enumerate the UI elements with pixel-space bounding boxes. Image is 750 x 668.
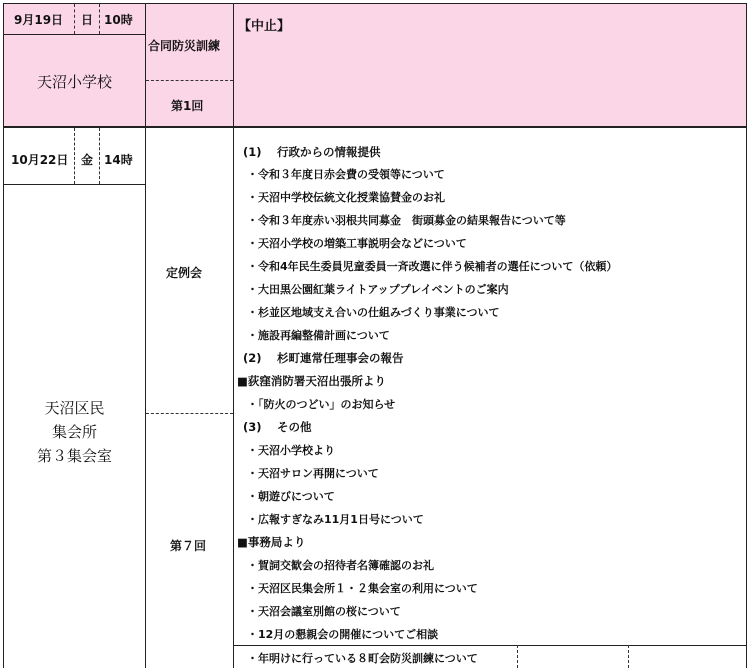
row1-date-bottom [3,34,146,35]
agenda-item: ・天沼小学校より [247,444,335,457]
row1-day: 日 [81,13,94,27]
col-divider-2 [233,3,234,668]
row1-time: 10時 [104,13,133,27]
agenda-item: ・令和３年度日赤会費の受領等について [247,168,445,181]
row1-date: 9月19日 [14,13,64,27]
agenda-heading: (2) 杉町連常任理事会の報告 [243,351,404,365]
row1-date-sep-1 [74,4,75,34]
bottom-cell-top [233,645,747,646]
agenda-item: ・天沼会議室別館の桜について [247,605,401,618]
agenda-item: ・令和３年度赤い羽根共同募金 街頭募金の結果報告について等 [247,214,566,227]
row2-date: 10月22日 [11,153,69,167]
agenda-item: ・令和4年民生委員児童委員一斉改選に伴う候補者の選任について（依頼） [247,260,618,273]
agenda-heading: (1) 行政からの情報提供 [243,145,381,159]
border-left [3,3,4,668]
agenda-item: ・杉並区地域支え合いの仕組みづくり事業について [247,306,500,319]
agenda-section: ■事務局より [237,535,306,549]
row2-date-sep-1 [74,128,75,184]
row2-session: 第７回 [170,539,207,553]
agenda-item: ・天沼中学校伝統文化授業協賛金のお礼 [247,191,445,204]
row2-meeting: 定例会 [166,266,203,280]
row2-venue-line: 第３集会室 [36,447,112,465]
agenda-item: ・朝遊びについて [247,490,335,503]
agenda-item: ・12月の懇親会の開催についてご相談 [247,628,439,641]
row1-date-sep-2 [99,4,100,34]
col-divider-1 [145,3,146,668]
agenda-section: ■荻窪消防署天沼出張所より [237,374,386,388]
bottom-cell-sep-1 [517,645,518,668]
row2-meeting-sep [146,413,233,414]
border-right [746,3,747,668]
row1-meeting-sep [146,80,233,81]
row-separator [3,126,747,128]
agenda-item: ・天沼小学校の増築工事説明会などについて [247,237,467,250]
bottom-cell-sep-2 [628,645,629,668]
row1-session: 第1回 [171,99,204,113]
row2-venue [4,396,145,468]
agenda-item: ・広報すぎなみ11月1日号について [247,513,424,526]
agenda-item: ・年明けに行っている８町会防災訓練について [247,652,478,665]
agenda-item: ・「防火のつどい」のお知らせ [247,398,396,411]
row1-content: 【中止】 [238,19,291,34]
row2-day: 金 [81,153,94,167]
agenda-item: ・天沼区民集会所１・２集会室の利用について [247,582,478,595]
agenda-item: ・賀詞交歓会の招待者名簿確認のお礼 [247,559,434,572]
row1-meeting: 合同防災訓練 [148,39,221,53]
row2-venue-line: 天沼区民 [44,399,105,417]
row2-venue-line: 集会所 [51,423,97,441]
row2-time: 14時 [104,153,133,167]
row1-venue: 天沼小学校 [36,73,112,91]
row2-date-sep-2 [99,128,100,184]
border-top [3,3,747,4]
agenda-item: ・大田黒公園紅葉ライトアッププレイベントのご案内 [247,283,509,296]
row2-date-bottom [3,184,146,185]
agenda-heading: (3) その他 [243,420,312,434]
agenda-item: ・施設再編整備計画について [247,329,390,342]
agenda-item: ・天沼サロン再開について [247,467,379,480]
